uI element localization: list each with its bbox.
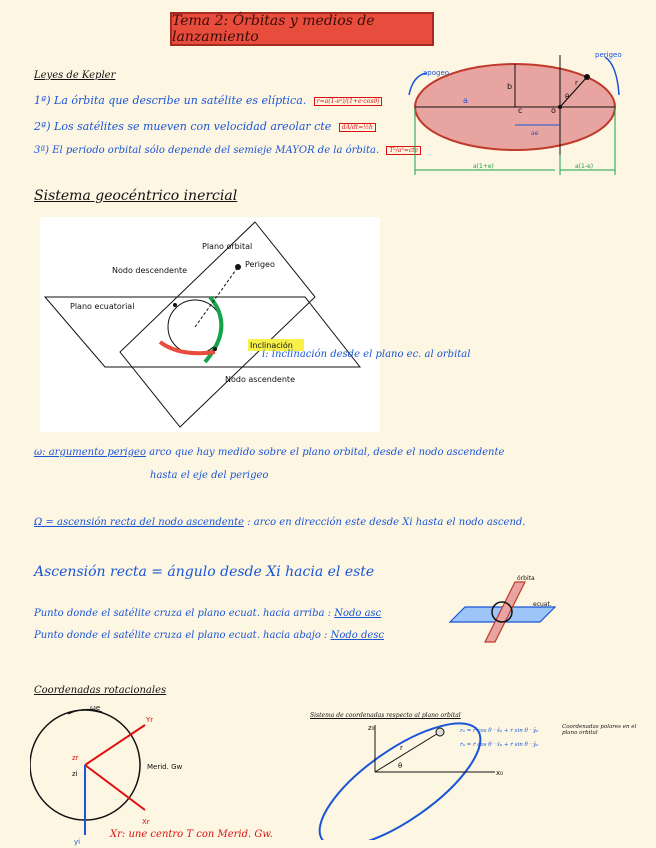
asc-line	[34, 608, 381, 619]
page-title-text: Tema 2: Órbitas y medios de lanzamiento	[172, 13, 375, 45]
zr-label: zr	[72, 754, 79, 762]
law-2-formula: dA/dt=½h	[339, 123, 376, 132]
ecuat-label: ecuat.	[533, 601, 552, 608]
ae-label: ae	[531, 130, 539, 137]
rot-figure	[30, 700, 230, 848]
plano-orbital-label: Plano orbital	[202, 242, 253, 251]
law-3-text: El periodo orbital sólo depende del semieje MAYOR de la órbita.	[52, 145, 380, 156]
z0-label: z₀	[368, 724, 375, 732]
asc-text: Punto donde el satélite cruza el plano ecuat. hacia arriba :	[34, 608, 332, 619]
inclinacion-label: Inclinación	[250, 341, 293, 350]
raan-term: Ω = ascensión recta del nodo ascendente	[34, 517, 245, 528]
raan-line	[34, 517, 525, 528]
orb-bracket-note: Coordenadas polares en el plano orbital	[562, 724, 637, 736]
perigeo-fig-label: Perigeo	[245, 260, 275, 269]
c-label: c	[518, 106, 523, 115]
a-label: a	[463, 96, 468, 105]
ellipse-diagram	[405, 45, 645, 185]
desc-node-label: Nodo desc	[330, 630, 385, 641]
yi-label: yi	[74, 838, 81, 846]
omega-term: ω: argumento perigeo	[34, 447, 146, 458]
desc-text: Punto donde el satélite cruza el plano ecuat. hacia abajo :	[34, 630, 328, 641]
r-label: r	[575, 79, 578, 87]
desc-line	[34, 630, 384, 641]
law-2-text: Los satélites se mueven con velocidad areolar cte	[54, 120, 332, 133]
geo-figure-svg	[40, 217, 380, 432]
ar-line: Ascensión recta = ángulo desde Xi hacia el este	[34, 564, 375, 580]
apogeo-label: apogeo	[423, 69, 450, 77]
nodo-asc-label: Nodo ascendente	[225, 375, 295, 384]
law-1-label: 1ª)	[34, 94, 51, 107]
xr-label: Xr	[142, 818, 150, 826]
law-1-formula: r=a(1-e²)/(1+e·cosθ)	[314, 97, 383, 106]
geo-heading: Sistema geocéntrico inercial	[34, 188, 238, 204]
raan-arc	[160, 342, 215, 353]
perigee-dot	[235, 264, 241, 270]
orb-eq2: ṙ₀ = ṙ cos θ · x̂₀ + ṙ sin θ · ŷ₀	[460, 742, 539, 748]
law-3-label: 3ª)	[34, 145, 50, 156]
omega-line	[34, 447, 504, 458]
orbital-plane	[120, 222, 315, 427]
a1pe-label: a(1+e)	[473, 163, 494, 170]
perigeo-label: perigeo	[595, 51, 622, 59]
satellite-dot	[584, 74, 590, 80]
kepler-law-2	[34, 120, 376, 133]
orb-figure	[300, 720, 510, 840]
nodes-figure	[445, 572, 565, 652]
x0-label: x₀	[496, 769, 503, 777]
focus-dot	[558, 105, 562, 109]
theta-orb-label: θ	[398, 762, 403, 770]
raan-def: : arco en dirección este desde Xi hasta el nodo ascend.	[247, 517, 526, 528]
orb-ellipse	[302, 720, 498, 840]
r-orb-label: r	[400, 744, 403, 752]
theta-label: θ	[565, 93, 570, 101]
meridian-label: Merid. Gw	[147, 763, 183, 771]
omega-def: arco que hay medido sobre el plano orbital, desde el nodo ascendente	[149, 447, 505, 458]
kepler-law-1	[34, 94, 382, 107]
o-label: o	[551, 106, 556, 115]
rot-heading: Coordenadas rotacionales	[34, 685, 167, 696]
rot-note: Xr: une centro T con Merid. Gw.	[110, 829, 273, 840]
nodo-desc-label: Nodo descendente	[112, 266, 188, 275]
b-label: b	[507, 82, 513, 91]
omega-def-2: hasta el eje del perigeo	[150, 470, 269, 481]
orbita-label: órbita	[517, 575, 535, 582]
orb-heading: Sistema de coordenadas respecto al plano orbital	[310, 712, 461, 719]
sat-orb	[436, 728, 444, 736]
asc-node-label: Nodo asc	[334, 608, 382, 619]
orb-eq1: r₀ = r cos θ · x̂₀ + r sin θ · ŷ₀	[460, 728, 539, 734]
page-title	[170, 12, 434, 46]
yr-label: Yr	[146, 716, 154, 724]
omega-e-label: ωe	[90, 704, 101, 712]
law-3-formula: T²/a³=cte	[386, 146, 421, 155]
law-2-label: 2ª)	[34, 120, 51, 133]
law-1-text: La órbita que describe un satélite es elíptica.	[54, 94, 307, 107]
zi-label: zi	[72, 770, 78, 778]
inclinacion-note: i: inclinación desde el plano ec. al orbital	[262, 349, 471, 360]
plano-ecuatorial-label: Plano ecuatorial	[70, 302, 135, 311]
a1me-label: a(1-e)	[575, 163, 594, 170]
kepler-law-3	[34, 145, 421, 156]
geo-figure	[40, 217, 380, 432]
kepler-heading: Leyes de Kepler	[34, 70, 116, 81]
